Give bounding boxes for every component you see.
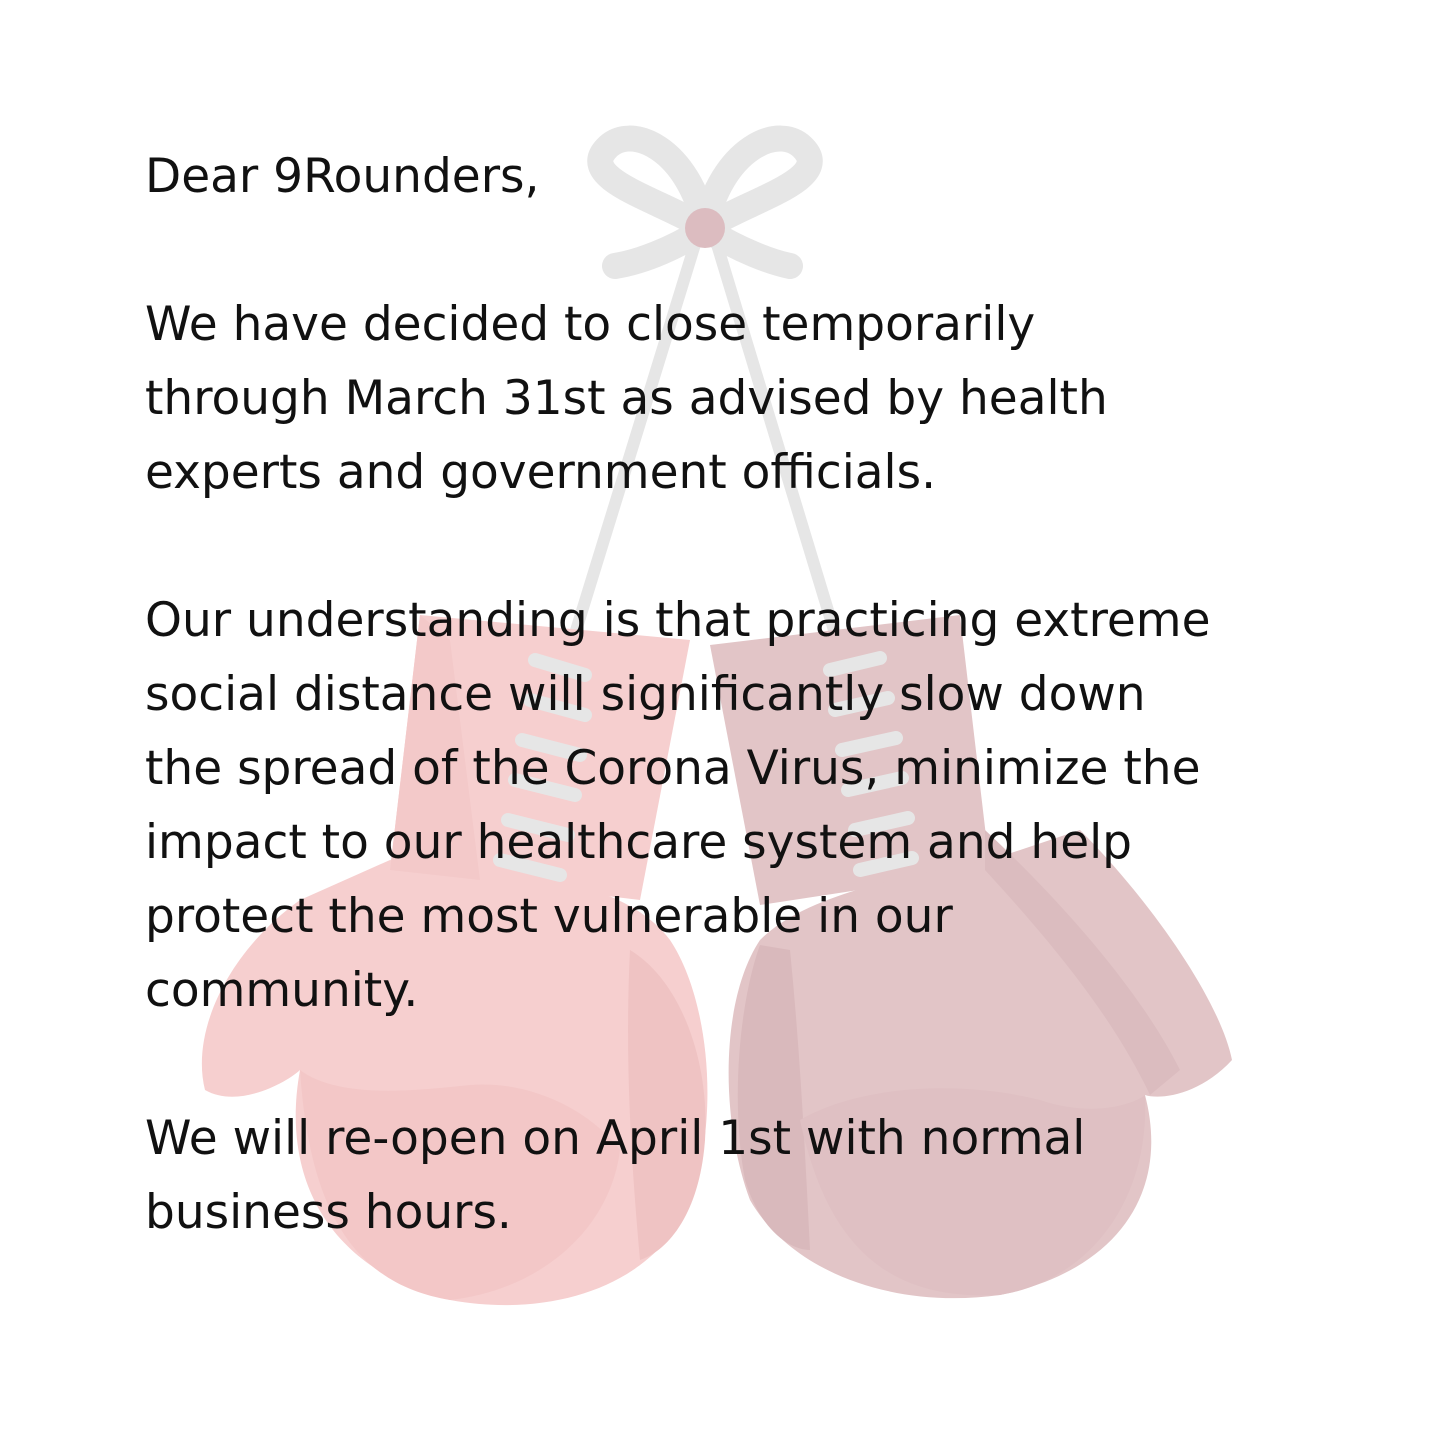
paragraph-line: business hours. — [145, 1185, 512, 1240]
paragraph-gap — [145, 510, 1325, 584]
paragraph-line: community. — [145, 963, 419, 1018]
paragraph-line: protect the most vulnerable in our — [145, 889, 953, 944]
paragraph-line: the spread of the Corona Virus, minimize the — [145, 741, 1201, 796]
paragraph-closure — [145, 288, 1325, 510]
paragraph-line: We have decided to close temporarily — [145, 297, 1036, 352]
paragraph-gap — [145, 1028, 1325, 1102]
paragraph-line: Our understanding is that practicing extreme — [145, 593, 1211, 648]
paragraph-line: We will re-open on April 1st with normal — [145, 1111, 1086, 1166]
salutation-text: Dear 9Rounders, — [145, 149, 540, 204]
paragraph-reopen — [145, 1102, 1325, 1250]
paragraph-line: through March 31st as advised by health — [145, 371, 1108, 426]
paragraph-line: social distance will significantly slow down — [145, 667, 1146, 722]
letter-body — [145, 140, 1325, 1250]
salutation — [145, 140, 1325, 214]
paragraph-gap — [145, 214, 1325, 288]
paragraph-line: experts and government officials. — [145, 445, 937, 500]
paragraph-reason — [145, 584, 1325, 1028]
paragraph-line: impact to our healthcare system and help — [145, 815, 1132, 870]
